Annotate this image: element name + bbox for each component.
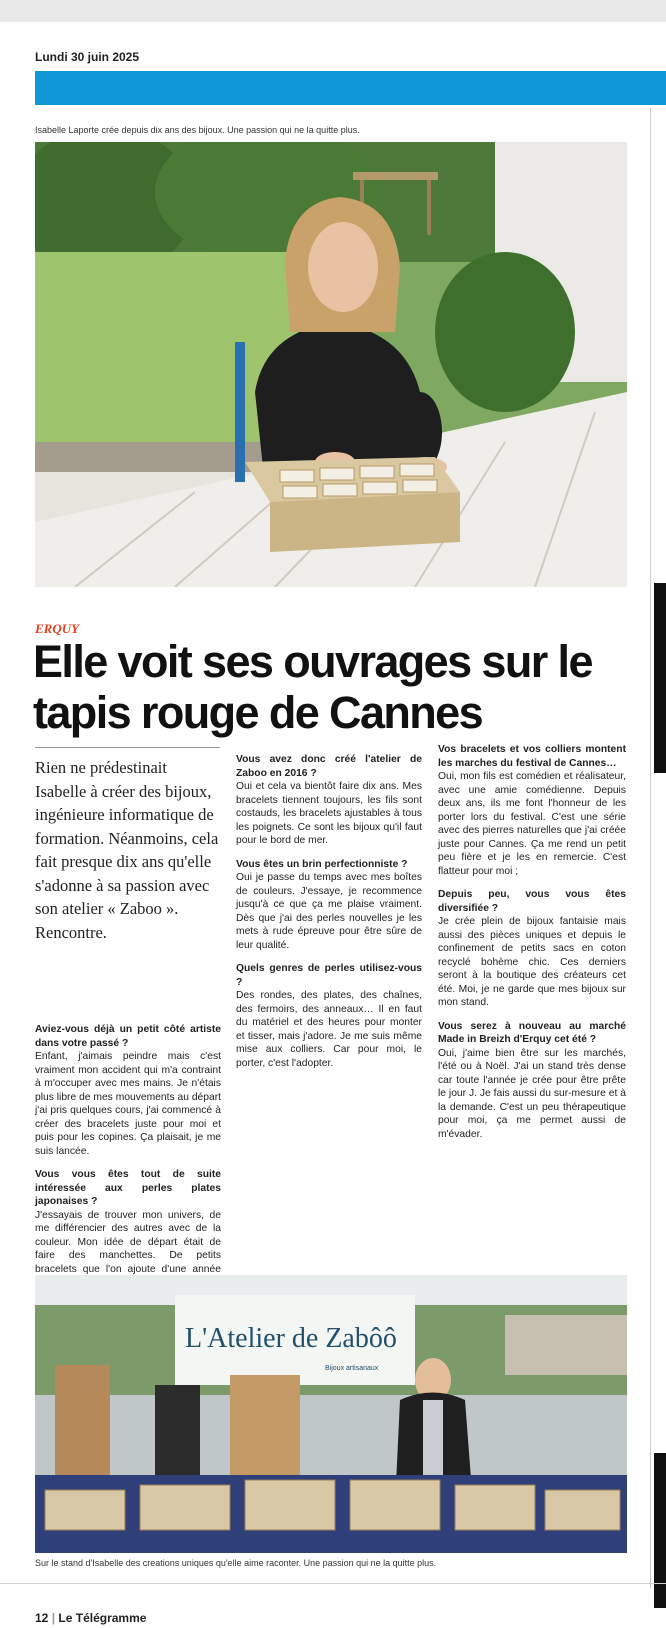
question: Vous serez à nouveau au marché Made in Breizh d'Erquy cet été ?: [438, 1020, 626, 1045]
banner-title: L'Atelier de Zabôô: [185, 1323, 397, 1354]
article-column-2: [236, 743, 422, 1070]
page-footer: [35, 1611, 146, 1625]
article-headline: Elle voit ses ouvrages sur le tapis rouge de Cannes: [33, 636, 592, 738]
page-date: Lundi 30 juin 2025: [35, 50, 140, 64]
answer: Oui, mon fils est comédien et réalisateur, avec une amie comédienne. Depuis deux ans, ils me font l'honneur de les porter lors du festival. C'est une série avec des pierres naturelles que j'ai créée juste pour Cannes. Ça me rend un petit peu fière et je les en remercie. C'est flatteur pour moi ;: [438, 771, 626, 877]
question: Vos bracelets et vos colliers montent les marches du festival de Cannes…: [438, 744, 626, 769]
footer-separator: |: [51, 1611, 59, 1625]
answer: Oui je passe du temps avec mes boîtes de couleurs. J'essaye, je recommence jusqu'à ce que ça me plaise vraiment. Dès que j'ai des perles nouvelles je les mets à rude épreuve pour être sûre de leur qualité.: [236, 872, 422, 951]
article-column-3: [438, 743, 626, 1141]
page-number: 12: [35, 1611, 49, 1625]
stand-photo: [35, 1275, 627, 1553]
publication-name: Le Télégramme: [58, 1611, 147, 1625]
question: Vous vous êtes tout de suite intéressée aux perles plates japonaises ?: [35, 1169, 221, 1207]
top-strip: [0, 0, 666, 22]
footer-rule: [0, 1583, 666, 1584]
banner-subtitle: Bijoux artisanaux: [325, 1365, 379, 1372]
article-column-1: [35, 1023, 221, 1317]
question: Quels genres de perles utilisez-vous ?: [236, 963, 422, 988]
section-band: [35, 71, 666, 105]
top-photo-caption: Isabelle Laporte crée depuis dix ans des bijoux. Une passion qui ne la quitte plus.: [35, 125, 360, 135]
answer: Oui, j'aime bien être sur les marchés, l'été ou à Noël. J'ai un stand très dense car toute l'année je crée pour être prête le jour J. Je fais aussi du sur-mesure et à la demande. C'est un peu thérapeutique pour moi, ça me permet aussi de m'évader.: [438, 1047, 626, 1140]
answer: Oui et cela va bientôt faire dix ans. Mes bracelets tiennent toujours, les fils sont costauds, les bracelets ajustables à tous les poignets. Ce sont les bijoux qu'il faut pour le bord de mer.: [236, 781, 422, 846]
question: Aviez-vous déjà un petit côté artiste dans votre passé ?: [35, 1024, 221, 1049]
stand-photo-caption: Sur le stand d'Isabelle des creations uniques qu'elle aime raconter. Une passion qui ne la quitte plus.: [35, 1558, 437, 1568]
article-intro: Rien ne prédestinait Isabelle à créer des bijoux, ingénieure informatique de formation. Néanmoins, cela fait presque dix ans qu'elle s'adonne à sa passion avec son atelier « Zaboo ». Rencontre.: [35, 747, 220, 944]
question: Vous avez donc créé l'atelier de Zaboo en 2016 ?: [236, 754, 422, 779]
question: Depuis peu, vous vous êtes diversifiée ?: [438, 889, 626, 914]
article-kicker: ERQUY: [35, 621, 80, 636]
question: Vous êtes un brin perfectionniste ?: [236, 858, 408, 870]
answer: Je crée plein de bijoux fantaisie mais aussi des pièces uniques et depuis le confinement de petits sacs en coton recyclé bohème chic. Ces derniers seront à la boutique des créateurs cet été. Moi, je ne garde que mes bijoux sur mon stand.: [438, 916, 626, 1008]
answer: Enfant, j'aimais peindre mais c'est vraiment mon accident qui m'a contraint à m'occuper avec mes mains. Je n'étais plus libre de mes mouvements au départ j'ai pris quelques cours, j'ai commencé à créer des bracelets juste pour moi et puis pour les copines. Ça plaisait, je me suis lancée.: [35, 1051, 222, 1157]
answer: J'essayais de trouver mon univers, de me différencier des autres avec de la couleur. Mon idée de départ était de faire des manchettes. De petits bracelets que l'on ajoute d'une année: [35, 1209, 221, 1275]
answer: Des rondes, des plates, des chaînes, des fermoirs, des anneaux… Il en faut du matériel et des heures pour monter et tisser, mais j'adore. Je me suis même mise aux colliers. Car pour moi, le porter, c'est l'adopter.: [236, 990, 422, 1069]
portrait-photo: [35, 142, 627, 587]
adjacent-column-edge: [650, 108, 666, 1608]
